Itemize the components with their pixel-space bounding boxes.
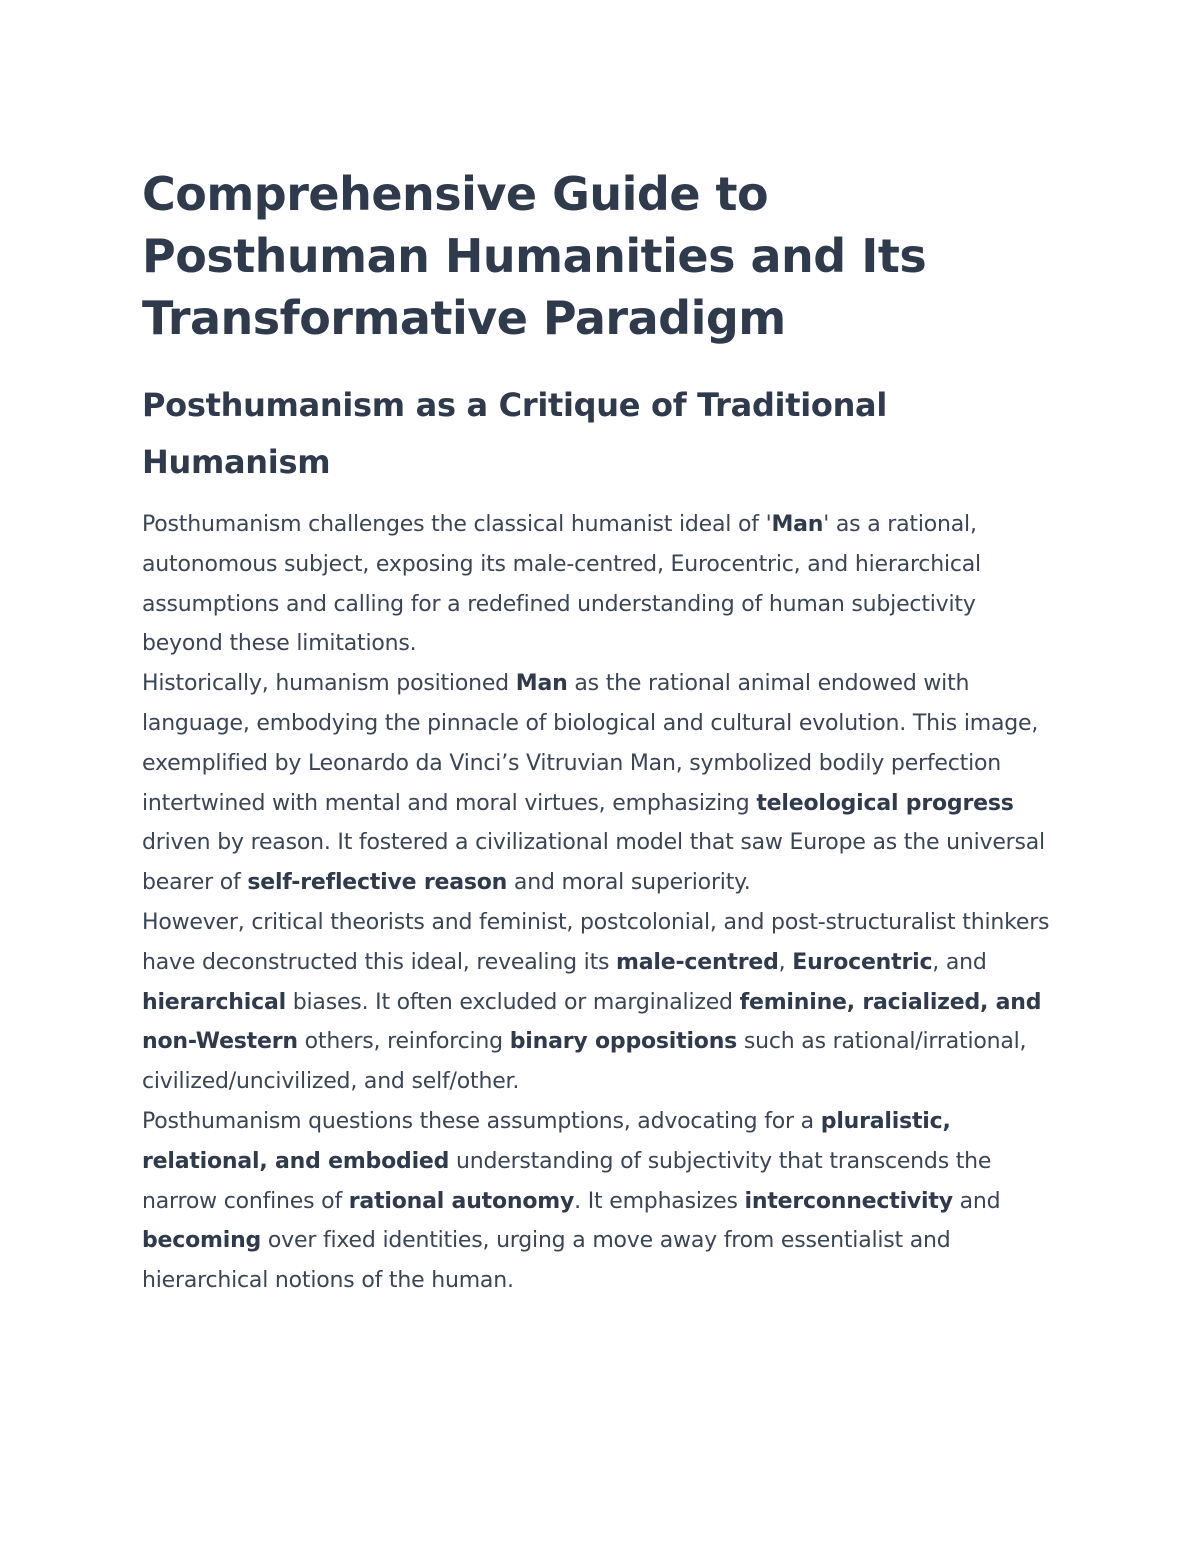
emphasized-text: interconnectivity xyxy=(744,1188,953,1214)
paragraph-text: and moral superiority. xyxy=(507,870,751,896)
paragraph-text: others, reinforcing xyxy=(297,1029,510,1055)
paragraph-text: ' as a rational, autonomous subject, exposing its male-centred, Eurocentric, and hierarchical assumptions and calling for a redefined understanding of human subjectivity beyond these limitations. xyxy=(142,512,981,657)
document-title: Comprehensive Guide to Posthuman Humanities and Its Transformative Paradigm xyxy=(142,167,927,345)
paragraph-text: driven by reason. It fostered a civilizational model that saw Europe as the universal bearer of xyxy=(142,830,1045,896)
paragraph-text: biases. It often excluded or marginalized xyxy=(285,989,740,1015)
emphasized-text: rational autonomy xyxy=(348,1188,575,1214)
emphasized-text: feminine, racialized, and non-Western xyxy=(142,989,1042,1055)
paragraph-text: Posthumanism challenges the classical humanist ideal of ' xyxy=(142,512,772,537)
emphasized-text: binary oppositions xyxy=(509,1029,738,1055)
emphasized-text: Man xyxy=(515,671,568,697)
emphasized-text: male-centred xyxy=(616,949,779,975)
paragraph-text: Posthumanism questions these assumptions, advocating for a xyxy=(142,1108,821,1134)
paragraph xyxy=(142,903,1062,1102)
paragraph-text: , and xyxy=(932,949,987,975)
emphasized-text: hierarchical xyxy=(142,989,286,1015)
paragraph-text: as the rational animal endowed with language, embodying the pinnacle of biological and cultural evolution. This image, exemplified by Leonardo da Vinci’s Vitruvian Man, symbolized bodily perfection intertwined with mental and moral virtues, emphasizing xyxy=(142,671,1039,816)
emphasized-text: pluralistic, relational, and embodied xyxy=(142,1108,951,1174)
emphasized-text: Eurocentric xyxy=(792,949,933,975)
emphasized-text: self-reflective reason xyxy=(247,870,508,896)
paragraph-text: , xyxy=(778,949,793,975)
section-heading: Posthumanism as a Critique of Traditional Humanism xyxy=(142,386,888,481)
document-page xyxy=(142,163,1062,1301)
paragraph-text: However, critical theorists and feminist, postcolonial, and post-structuralist thinkers have deconstructed this ideal, revealing its xyxy=(142,909,1050,975)
paragraph-text: and xyxy=(952,1188,1001,1214)
paragraph xyxy=(142,664,1062,903)
section-body xyxy=(142,505,1062,1301)
paragraph-text: understanding of subjectivity that transcends the narrow confines of xyxy=(142,1148,992,1214)
emphasized-text: becoming xyxy=(142,1228,262,1254)
paragraph-text: over fixed identities, urging a move away from essentialist and hierarchical notions of the human. xyxy=(142,1228,951,1294)
emphasized-text: Man xyxy=(771,512,824,537)
paragraph-text: . It emphasizes xyxy=(574,1188,745,1214)
paragraph xyxy=(142,505,1062,664)
paragraph-text: such as rational/irrational, civilized/uncivilized, and self/other. xyxy=(142,1029,1027,1095)
paragraph xyxy=(142,1102,1062,1301)
paragraph-text: Historically, humanism positioned xyxy=(142,671,516,697)
emphasized-text: teleological progress xyxy=(756,790,1014,816)
